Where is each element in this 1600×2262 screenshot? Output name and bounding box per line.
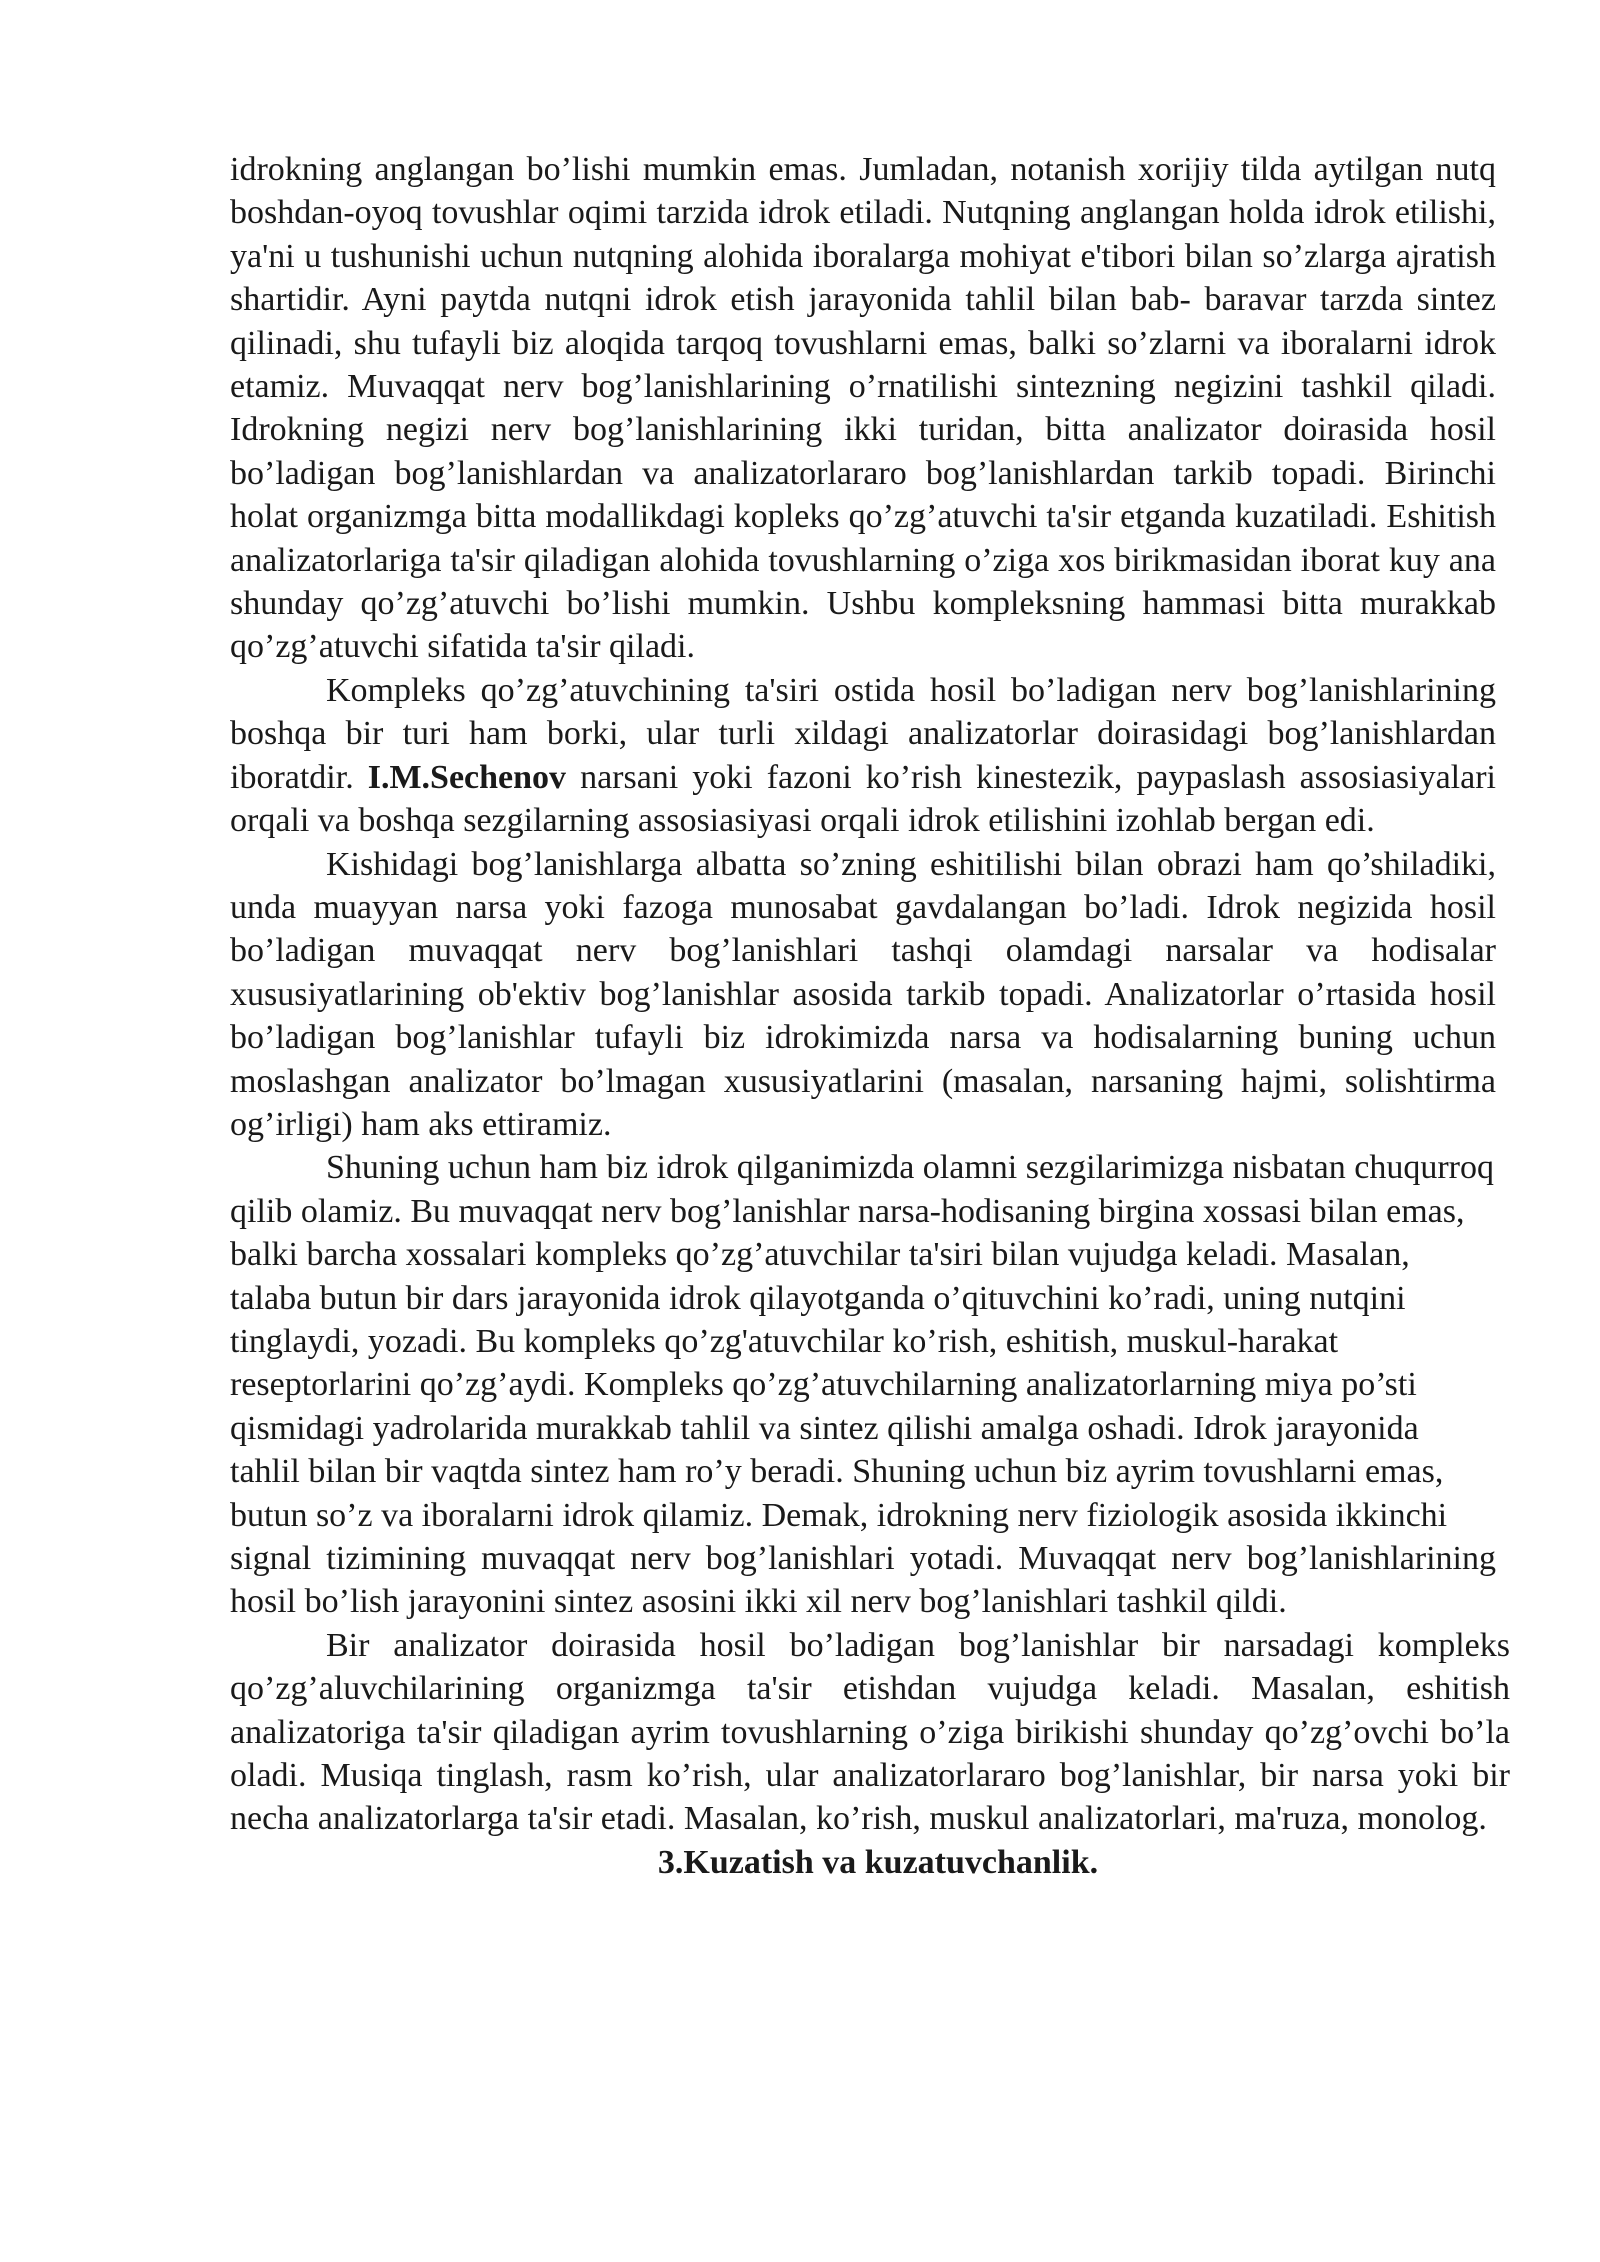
document-page [230,148,1510,1884]
paragraph-text: narsani yoki fazoni ko’rish kinestezik, paypaslash assosiasiyalari orqali va boshqa sezgilarning assosiasiyasi orqali idrok etilishini izohlab bergan edi. [230,758,1496,840]
author-name: I.M.Sechenov [367,758,567,796]
paragraph [230,669,1496,843]
section-heading: 3.Kuzatish va kuzatuvchanlik. [657,1843,1099,1881]
paragraph: Bir analizator doirasida hosil bo’ladigan bog’lanishlar bir narsadagi kompleks qo’zg’aluvchilarining organizmga ta'sir etishdan vujudga keladi. Masalan, eshitish analizatoriga ta'sir qiladigan ayrim tovushlarning o’ziga birikishi shunday qo’zg’ovchi bo’la oladi. Musiqa tinglash, rasm ko’rish, ular analizatorlararo bog’lanishlar, bir narsa yoki bir necha analizatorlarga ta'sir etadi. Masalan, ko’rish, muskul analizatorlari, ma'ruza, monolog. [230,1626,1510,1838]
paragraph: Shuning uchun ham biz idrok qilganimizda olamni sezgilarimizga nisbatan chuqurroq qilib olamiz. Bu muvaqqat nerv bog’lanishlar narsa-hodisaning birgina xossasi bilan emas, balki barcha xossalari kompleks qo’zg’atuvchilar ta'siri bilan vujudga keladi. Masalan, talaba butun bir dars jarayonida idrok qilayotganda o’qituvchini ko’radi, uning nutqini tinglaydi, yozadi. Bu kompleks qo’zg'atuvchilar ko’rish, eshitish, muskul-harakat reseptorlarini qo’zg’aydi. Kompleks qo’zg’atuvchilarning analizatorlarning miya po’sti qismidagi yadrolarida murakkab tahlil va sintez qilishi amalga oshadi. Idrok jarayonida tahlil bilan bir vaqtda sintez ham ro’y beradi. Shuning uchun biz ayrim tovushlarni emas, butun so’z va iboralarni idrok qilamiz. Demak, idrokning nerv fiziologik asosida ikkinchi [230,1149,1495,1534]
paragraph-text: Kompleks qo’zg’atuvchining ta'siri ostida hosil bo’ladigan nerv bog’lanishlarining boshqa bir turi ham borki, ular turli xildagi analizatorlar doirasidagi bog’lanishlardan iboratdir. [230,671,1496,796]
paragraph: Kishidagi bog’lanishlarga albatta so’zning eshitilishi bilan obrazi ham qo’shiladiki, unda muayyan narsa yoki fazoga munosabat gavdalangan bo’ladi. Idrok negizida hosil bo’ladigan muvaqqat nerv bog’lanishlari tashqi olamdagi narsalar va hodisalar xususiyatlarining ob'ektiv bog’lanishlar asosida tarkib topadi. Analizatorlar o’rtasida hosil bo’ladigan bog’lanishlar tufayli biz idrokimizda narsa va hodisalarning buning uchun moslashgan analizator bo’lmagan xususiyatlarini (masalan, narsaning hajmi, solishtirma og’irligi) ham aks ettiramiz. [230,845,1496,1143]
paragraph: idrokning anglangan bo’lishi mumkin emas. Jumladan, notanish xorijiy tilda aytilgan nutq boshdan-oyoq tovushlar oqimi tarzida idrok etiladi. Nutqning anglangan holda idrok etilishi, ya'ni u tushunishi uchun nutqning alohida iboralarga mohiyat e'tibori bilan so’zlarga ajratish shartidir. Ayni paytda nutqni idrok etish jarayonida tahlil bilan bab- baravar tarzda sintez qilinadi, shu tufayli biz aloqida tarqoq tovushlarni emas, balki so’zlarni va iboralarni idrok etamiz. Muvaqqat nerv bog’lanishlarining o’rnatilishi sintezning negizini tashkil qiladi. Idrokning negizi nerv bog’lanishlarining ikki turidan, bitta analizator doirasida hosil bo’ladigan bog’lanishlardan va analizatorlararo bog’lanishlardan tarkib topadi. Birinchi holat organizmga bitta modallikdagi kopleks qo’zg’atuvchi ta'sir etganda kuzatiladi. Eshitish analizatorlariga ta'sir qiladigan alohida tovushlarning o’ziga xos birikmasidan iborat kuy ana shunday qo’zg’atuvchi bo’lishi mumkin. Ushbu kompleksning hammasi bitta murakkab qo’zg’atuvchi sifatida ta'sir qiladi. [230,151,1496,666]
paragraph: signal tizimining muvaqqat nerv bog’lanishlari yotadi. Muvaqqat nerv bog’lanishlarining hosil bo’lish jarayonini sintez asosini ikki xil nerv bog’lanishlari tashkil qildi. [230,1540,1496,1621]
